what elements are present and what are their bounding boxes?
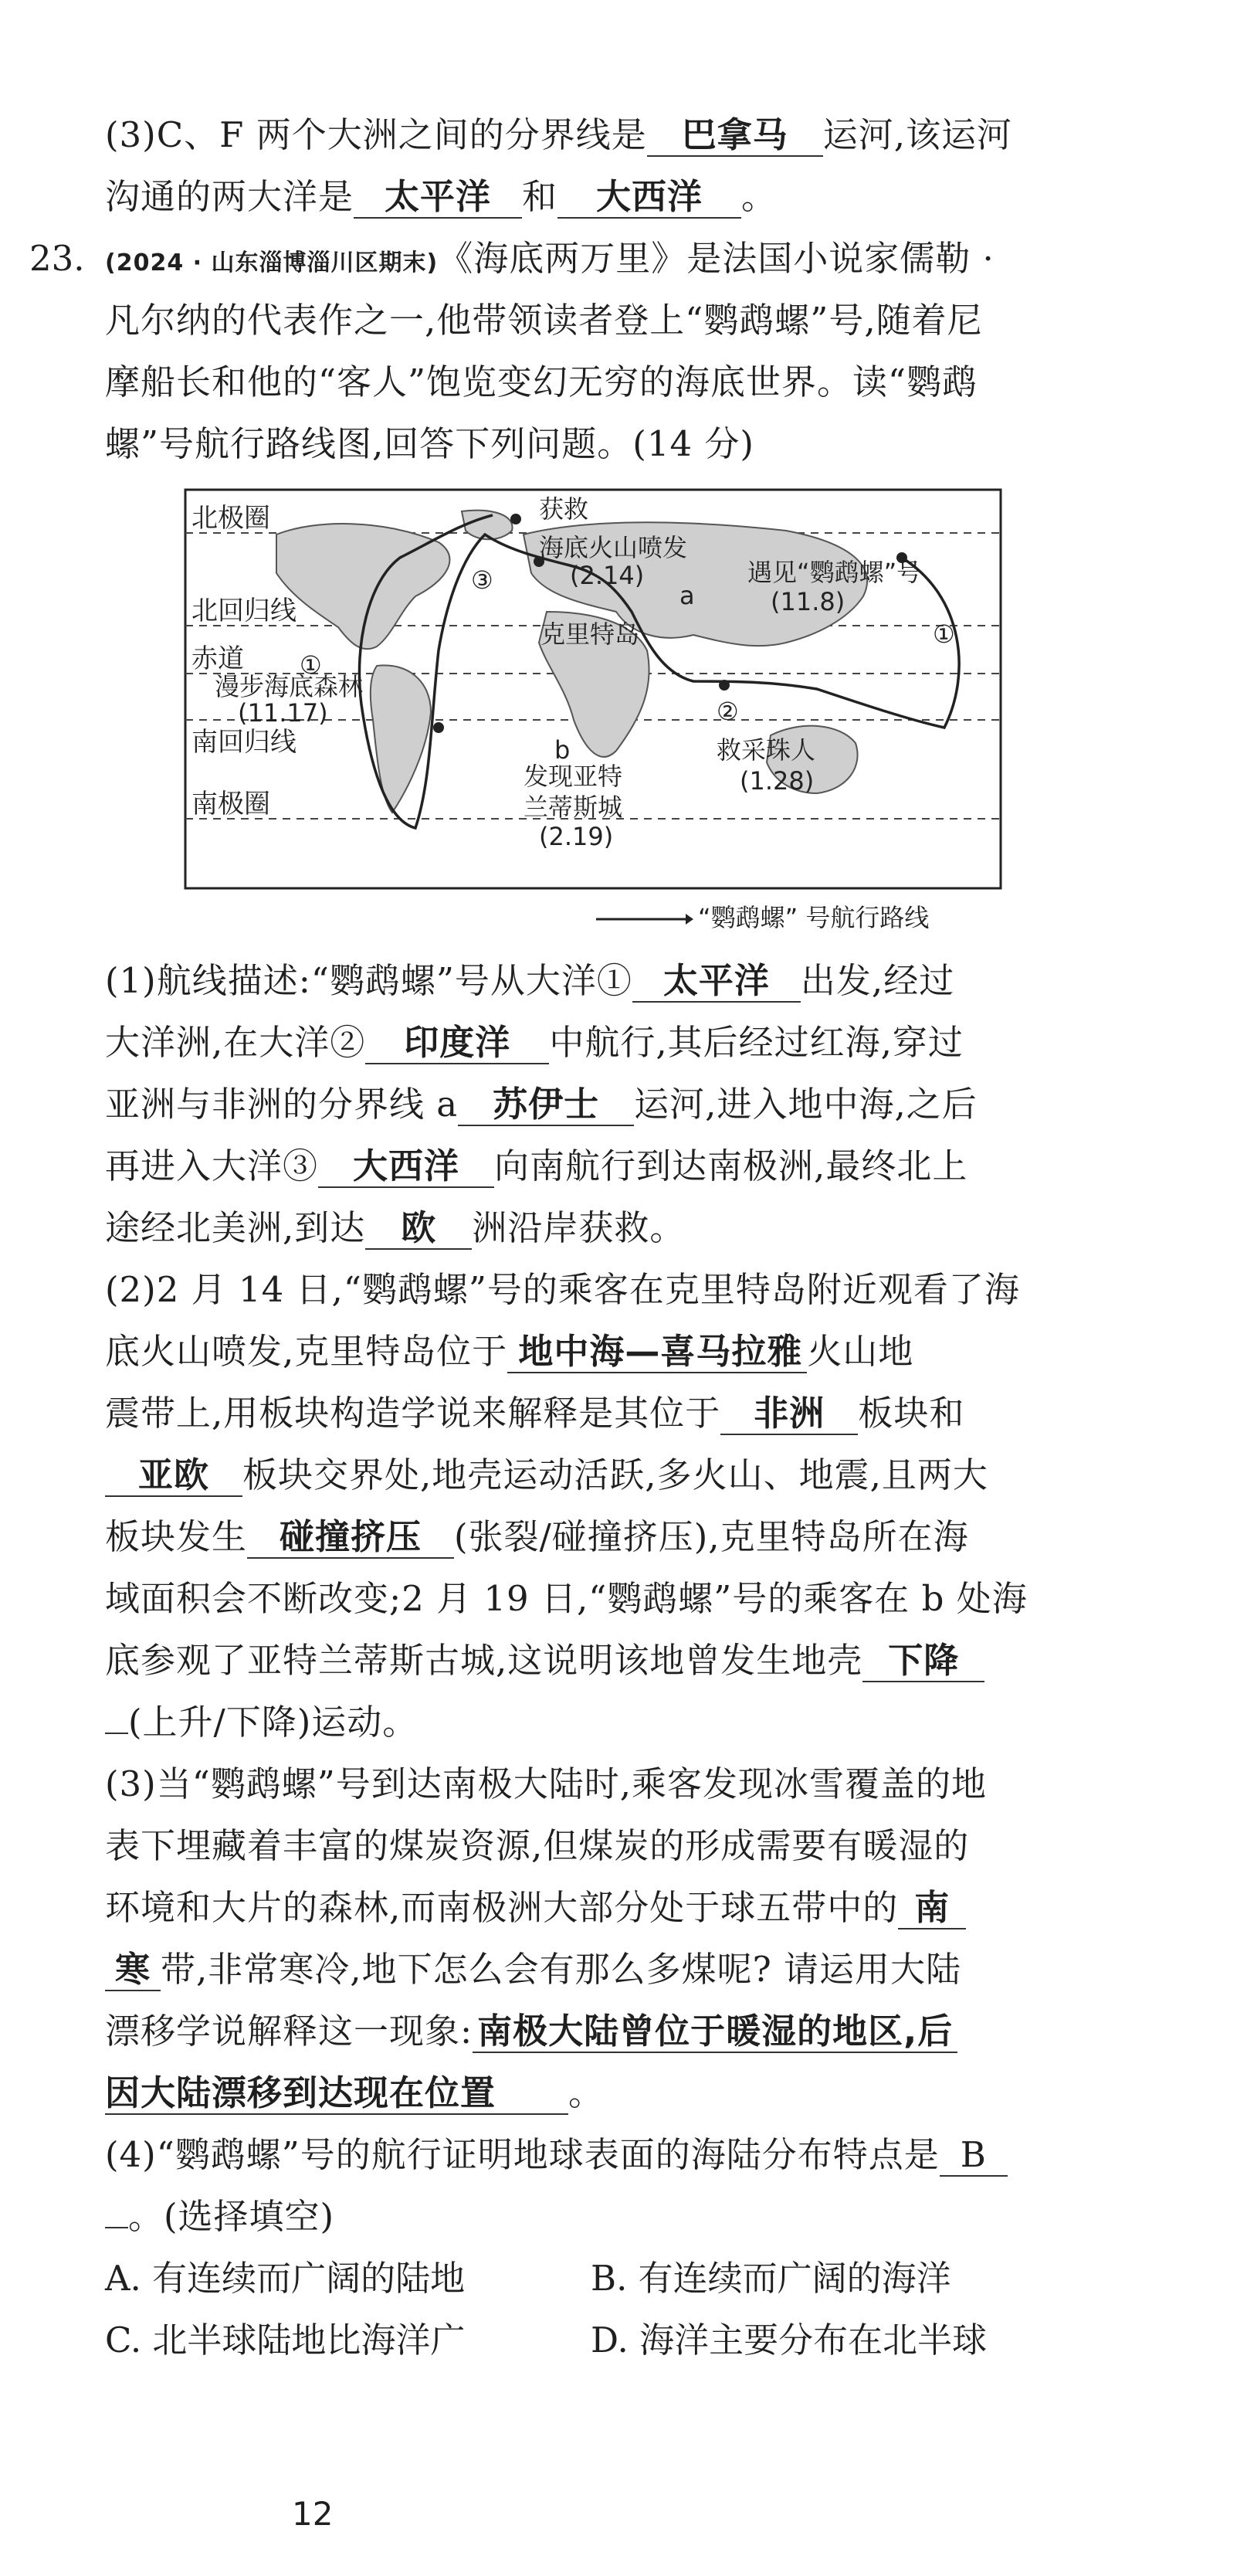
label-point-b: b <box>554 735 571 765</box>
label-meet-date: (11.8) <box>771 587 845 616</box>
label-arctic-circle: 北极圈 <box>191 503 270 534</box>
text: 亚洲与非洲的分界线 a <box>105 1084 459 1125</box>
p1-line-1 <box>105 958 1093 1004</box>
label-meet: 遇见“鹦鹉螺”号 <box>747 558 922 587</box>
blank-tail <box>105 2227 128 2228</box>
p2-line-7 <box>105 1638 1093 1684</box>
map-legend <box>595 901 929 935</box>
label-forest: 漫步海底森林 <box>215 672 364 701</box>
q23-intro-2: 凡尔纳的代表作之一,他带领读者登上“鹦鹉螺”号,随着尼 <box>105 300 983 341</box>
q23-intro-3: 摩船长和他的“客人”饱览变幻无穷的海底世界。读“鹦鹉 <box>105 361 978 402</box>
text: 《海底两万里》是法国小说家儒勒 · <box>438 238 995 279</box>
answer-blank: 印度洋 <box>365 1023 549 1064</box>
answer-blank: 因大陆漂移到达现在位置 <box>105 2073 568 2115</box>
label-point-a: a <box>679 581 695 610</box>
text: 底参观了亚特兰蒂斯古城,这说明该地曾发生地壳 <box>105 1640 863 1681</box>
p4-line-1 <box>105 2132 1093 2178</box>
option-d: D. 海洋主要分布在北半球 <box>591 2320 988 2360</box>
p4-line-2 <box>105 2194 1093 2240</box>
answer-blank: 地中海—喜马拉雅 <box>507 1332 807 1373</box>
p3-line-6 <box>105 2070 1093 2116</box>
text: (张裂/碰撞挤压),克里特岛所在海 <box>454 1516 969 1557</box>
q23-intro-4: 螺”号航行路线图,回答下列问题。(14 分) <box>105 423 754 464</box>
text: 和 <box>522 176 558 217</box>
p3-line-3 <box>105 1885 1093 1931</box>
p2-line-3 <box>105 1390 1093 1437</box>
text: 。(选择填空) <box>128 2196 335 2237</box>
label-crete: 克里特岛 <box>540 619 640 649</box>
text: 中航行,其后经过红海,穿过 <box>549 1022 964 1063</box>
text: 洲沿岸获救。 <box>472 1207 686 1248</box>
answer-blank: B <box>940 2135 1008 2177</box>
label-forest-date: (11.17) <box>238 698 328 728</box>
nautilus-route-map <box>184 488 1002 890</box>
text: 带,非常寒冷,地下怎么会有那么多煤呢? 请运用大陆 <box>161 1949 962 1990</box>
text: (4)“鹦鹉螺”号的航行证明地球表面的海陆分布特点是 <box>105 2134 940 2175</box>
p3-line-2: 表下埋藏着丰富的煤炭资源,但煤炭的形成需要有暖湿的 <box>105 1825 970 1866</box>
label-ocean-1-east: ① <box>933 619 955 649</box>
text: (1)航线描述:“鹦鹉螺”号从大洋① <box>105 960 632 1001</box>
blank-tail <box>105 1733 128 1734</box>
answer-blank-canal: 巴拿马 <box>647 115 823 157</box>
text: (3)C、F 两个大洲之间的分界线是 <box>105 114 647 155</box>
p3-line-5 <box>105 2008 1093 2055</box>
label-atlantis-2: 兰蒂斯城 <box>524 792 623 822</box>
option-a: A. 有连续而广阔的陆地 <box>105 2258 466 2299</box>
answer-blank: 欧 <box>365 1208 472 1250</box>
text: 火山地 <box>807 1331 914 1372</box>
text: 向南航行到达南极洲,最终北上 <box>494 1145 968 1186</box>
text: 。 <box>741 176 778 217</box>
p2-line-8 <box>105 1699 1093 1746</box>
label-antarctic-circle: 南极圈 <box>191 789 270 820</box>
question-source: (2024 · 山东淄博淄川区期末) <box>105 249 439 277</box>
label-ocean-3: ③ <box>471 565 493 595</box>
text: 途经北美洲,到达 <box>105 1207 366 1248</box>
label-tropic-capricorn: 南回归线 <box>191 727 297 758</box>
answer-blank: 南 <box>898 1888 966 1929</box>
label-volcano: 海底火山喷发 <box>539 533 688 562</box>
p1-line-2 <box>105 1020 1093 1066</box>
label-ocean-2: ② <box>717 697 739 726</box>
legend-text: “鹦鹉螺” 号航行路线 <box>698 903 930 932</box>
p3-line-4 <box>105 1946 1093 1993</box>
option-c: C. 北半球陆地比海洋广 <box>105 2320 466 2360</box>
world-map-svg <box>184 488 1002 890</box>
text: 沟通的两大洋是 <box>105 176 354 217</box>
q22-line-1 <box>105 112 1093 158</box>
answer-blank: 南极大陆曾位于暖湿的地区,后 <box>473 2011 957 2053</box>
answer-blank-ocean-2: 大西洋 <box>557 177 741 219</box>
answer-blank: 苏伊士 <box>458 1084 634 1126</box>
text: 板块和 <box>858 1393 965 1434</box>
answer-blank: 碰撞挤压 <box>247 1517 454 1559</box>
text: 环境和大片的森林,而南极洲大部分处于球五带中的 <box>105 1887 899 1928</box>
question-number: 23. <box>29 238 85 279</box>
label-atlantis-date: (2.19) <box>539 822 614 851</box>
text: 。 <box>568 2072 605 2113</box>
text: 板块发生 <box>105 1516 248 1557</box>
answer-blank: 非洲 <box>720 1393 858 1435</box>
label-pearl: 救采珠人 <box>717 735 816 765</box>
label-rescue: 获救 <box>539 494 589 524</box>
p2-line-6: 域面积会不断改变;2 月 19 日,“鹦鹉螺”号的乘客在 b 处海 <box>105 1578 1028 1619</box>
text: 再进入大洋③ <box>105 1145 319 1186</box>
text: 漂移学说解释这一现象: <box>105 2011 473 2052</box>
label-atlantis-1: 发现亚特 <box>524 762 623 791</box>
answer-blank: 太平洋 <box>632 961 801 1003</box>
text: 运河,进入地中海,之后 <box>634 1084 978 1125</box>
answer-blank: 下降 <box>862 1641 984 1682</box>
text: 出发,经过 <box>800 960 955 1001</box>
label-tropic-cancer: 北回归线 <box>191 596 297 626</box>
option-b: B. 有连续而广阔的海洋 <box>591 2258 951 2299</box>
p2-line-2 <box>105 1329 1093 1375</box>
answer-blank-ocean-1: 太平洋 <box>354 177 522 219</box>
text: 震带上,用板块构造学说来解释是其位于 <box>105 1393 721 1434</box>
text: 运河,该运河 <box>822 114 1013 155</box>
text: 板块交界处,地壳运动活跃,多火山、地震,且两大 <box>242 1454 988 1495</box>
p1-line-3 <box>105 1081 1093 1128</box>
p1-line-4 <box>105 1143 1093 1190</box>
text: (上升/下降)运动。 <box>128 1702 418 1743</box>
legend-arrow-icon <box>595 911 695 927</box>
p3-line-1: (3)当“鹦鹉螺”号到达南极大陆时,乘客发现冰雪覆盖的地 <box>105 1763 988 1804</box>
p2-line-5 <box>105 1514 1093 1560</box>
label-ocean-1: ① <box>300 650 322 680</box>
page-number: 12 <box>292 2495 334 2533</box>
p2-line-4 <box>105 1452 1093 1498</box>
answer-blank: 亚欧 <box>105 1455 242 1497</box>
q22-line-2 <box>105 174 1093 220</box>
text: 底火山喷发,克里特岛位于 <box>105 1331 508 1372</box>
p1-line-5 <box>105 1205 1093 1251</box>
q23-intro-1 <box>105 236 1093 287</box>
label-equator: 赤道 <box>191 643 244 674</box>
answer-blank: 寒 <box>105 1950 161 1991</box>
label-pearl-date: (1.28) <box>740 766 815 796</box>
p2-line-1: (2)2 月 14 日,“鹦鹉螺”号的乘客在克里特岛附近观看了海 <box>105 1269 1020 1310</box>
text: 大洋洲,在大洋② <box>105 1022 366 1063</box>
answer-blank: 大西洋 <box>318 1146 494 1188</box>
label-volcano-date: (2.14) <box>570 561 645 590</box>
